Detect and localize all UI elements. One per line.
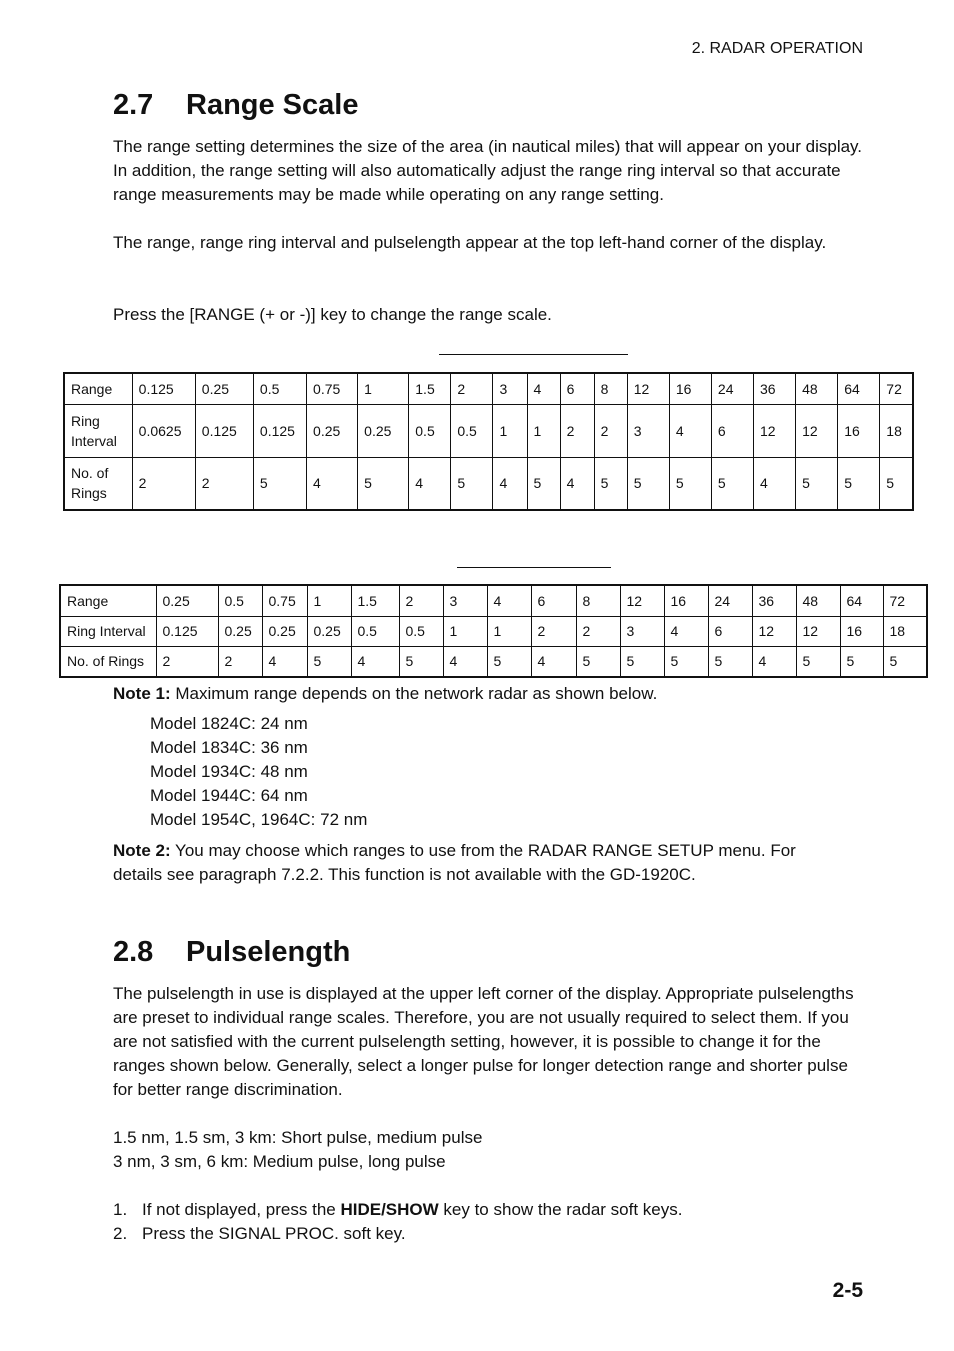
table-cell: 5	[669, 457, 711, 510]
row-label: No. of Rings	[60, 646, 156, 677]
table-cell: 5	[576, 646, 620, 677]
table-cell: 0.125	[156, 616, 218, 646]
table-cell: 36	[754, 373, 796, 404]
table-cell: 72	[880, 373, 913, 404]
table-cell: 5	[487, 646, 531, 677]
table-cell: 2	[195, 457, 253, 510]
table-cell: 3	[620, 616, 664, 646]
table-cell: 5	[840, 646, 883, 677]
table-cell: 3	[627, 404, 669, 457]
table-cell: 8	[576, 585, 620, 616]
table-cell: 5	[627, 457, 669, 510]
table-cell: 4	[307, 457, 358, 510]
step-text: key to show the radar soft keys.	[438, 1200, 683, 1219]
table-cell: 0.5	[399, 616, 443, 646]
step-key: HIDE/SHOW	[340, 1200, 439, 1219]
table-cell: 18	[880, 404, 913, 457]
table-cell: 6	[708, 616, 752, 646]
note-2-text: You may choose which ranges to use from the RADAR RANGE SETUP menu. For	[175, 841, 796, 860]
section-title: Pulselength	[186, 936, 351, 968]
note-2-label: Note 2:	[113, 841, 171, 860]
table-cell: 4	[443, 646, 487, 677]
table-cell: 4	[531, 646, 576, 677]
table-cell: 1	[358, 373, 409, 404]
row-label: Ring Interval	[60, 616, 156, 646]
table-cell: 4	[527, 373, 560, 404]
table-cell: 6	[531, 585, 576, 616]
range-table-1	[63, 372, 914, 511]
table-cell: 4	[560, 457, 594, 510]
running-header: 2. RADAR OPERATION	[691, 40, 863, 57]
table-cell: 5	[527, 457, 560, 510]
note-1-text: Maximum range depends on the network radar as shown below.	[175, 684, 658, 703]
page-number: 2-5	[832, 1279, 863, 1302]
step-item	[113, 1222, 682, 1246]
section-heading-range-scale	[113, 89, 358, 122]
table-cell: 8	[594, 373, 627, 404]
table-cell: 24	[708, 585, 752, 616]
table-cell: 0.5	[451, 404, 493, 457]
table-cell: 4	[493, 457, 527, 510]
table-cell: 12	[620, 585, 664, 616]
table-cell: 5	[594, 457, 627, 510]
table-cell: 1.5	[409, 373, 451, 404]
table-cell: 5	[880, 457, 913, 510]
table-cell: 0.0625	[132, 404, 195, 457]
step-number: 1.	[113, 1200, 128, 1219]
table-cell: 5	[796, 646, 840, 677]
step-item	[113, 1198, 682, 1222]
table-row	[60, 585, 927, 616]
table-cell: 1.5	[351, 585, 399, 616]
row-label: No. of Rings	[64, 457, 132, 510]
table-row	[60, 646, 927, 677]
pulse-line: 1.5 nm, 1.5 sm, 3 km: Short pulse, medium pulse	[113, 1128, 483, 1147]
list-item: Model 1824C: 24 nm	[150, 714, 308, 733]
table-cell: 1	[493, 404, 527, 457]
row-label: Ring Interval	[64, 404, 132, 457]
note-1	[113, 682, 657, 706]
table-cell: 64	[838, 373, 880, 404]
table-cell: 4	[262, 646, 307, 677]
table-cell: 2	[560, 404, 594, 457]
table-cell: 16	[664, 585, 708, 616]
note-1-label: Note 1:	[113, 684, 171, 703]
table-row	[64, 457, 913, 510]
row-label: Range	[60, 585, 156, 616]
table-cell: 1	[487, 616, 531, 646]
table-caption-rule	[439, 354, 628, 355]
table-cell: 0.125	[132, 373, 195, 404]
section-number: 2.7	[113, 89, 154, 121]
table-row	[64, 373, 913, 404]
table-cell: 12	[796, 404, 838, 457]
table-cell: 5	[711, 457, 753, 510]
step-text: If not displayed, press the	[142, 1200, 341, 1219]
paragraph: The range, range ring interval and pulselength appear at the top left-hand corner of the display.	[113, 233, 827, 252]
table-cell: 4	[752, 646, 796, 677]
table-cell: 0.25	[307, 616, 351, 646]
table-cell: 5	[664, 646, 708, 677]
list-item: Model 1934C: 48 nm	[150, 762, 308, 781]
table-cell: 12	[754, 404, 796, 457]
table-cell: 2	[451, 373, 493, 404]
table-cell: 36	[752, 585, 796, 616]
table-cell: 5	[253, 457, 306, 510]
table-cell: 1	[443, 616, 487, 646]
table-cell: 4	[351, 646, 399, 677]
table-cell: 0.5	[253, 373, 306, 404]
step-text: Press the SIGNAL PROC. soft key.	[142, 1224, 406, 1243]
table-row	[64, 404, 913, 457]
table-cell: 0.25	[156, 585, 218, 616]
table-cell: 0.125	[195, 404, 253, 457]
table-cell: 72	[883, 585, 927, 616]
list-item: Model 1834C: 36 nm	[150, 738, 308, 757]
note-2	[113, 839, 796, 863]
table-cell: 2	[132, 457, 195, 510]
section-heading-pulselength	[113, 936, 350, 969]
table-cell: 64	[840, 585, 883, 616]
table-cell: 12	[627, 373, 669, 404]
table-cell: 0.5	[409, 404, 451, 457]
table-cell: 0.25	[262, 616, 307, 646]
table-cell: 5	[838, 457, 880, 510]
table-cell: 48	[796, 585, 840, 616]
table-cell: 5	[796, 457, 838, 510]
table-cell: 0.25	[358, 404, 409, 457]
model-list	[150, 712, 367, 832]
table-cell: 0.25	[218, 616, 262, 646]
table-cell: 2	[156, 646, 218, 677]
table-cell: 3	[443, 585, 487, 616]
table-cell: 12	[796, 616, 840, 646]
list-item: Model 1954C, 1964C: 72 nm	[150, 810, 368, 829]
table-cell: 18	[883, 616, 927, 646]
table-caption-rule	[457, 567, 611, 568]
table-cell: 0.25	[195, 373, 253, 404]
table-cell: 5	[358, 457, 409, 510]
table-cell: 0.75	[307, 373, 358, 404]
step-number: 2.	[113, 1224, 128, 1243]
table-cell: 2	[399, 585, 443, 616]
table-cell: 16	[669, 373, 711, 404]
table-cell: 4	[487, 585, 531, 616]
table-cell: 2	[594, 404, 627, 457]
table-cell: 16	[840, 616, 883, 646]
table-cell: 0.5	[218, 585, 262, 616]
table-cell: 0.75	[262, 585, 307, 616]
table-cell: 5	[399, 646, 443, 677]
table-cell: 48	[796, 373, 838, 404]
note-2-continued: details see paragraph 7.2.2. This function is not available with the GD-1920C.	[113, 865, 696, 884]
table-cell: 5	[708, 646, 752, 677]
paragraph: The pulselength in use is displayed at the upper left corner of the display. Appropriate pulselengths are preset to individual range scales. Therefore, you are not usually required to select them. If you are not satisfied with the current pulselength setting, however, it is possible to change it for the ranges shown below. Generally, select a longer pulse for longer detection range and shorter pulse for better range discrimination.	[113, 984, 854, 1099]
table-cell: 12	[752, 616, 796, 646]
table-cell: 4	[754, 457, 796, 510]
table-cell: 16	[838, 404, 880, 457]
section-title: Range Scale	[186, 89, 359, 121]
table-cell: 5	[620, 646, 664, 677]
paragraph: Press the [RANGE (+ or -)] key to change the range scale.	[113, 305, 552, 324]
table-cell: 2	[531, 616, 576, 646]
table-cell: 24	[711, 373, 753, 404]
table-cell: 5	[307, 646, 351, 677]
row-label: Range	[64, 373, 132, 404]
section-number: 2.8	[113, 936, 154, 968]
steps-list	[113, 1198, 682, 1246]
range-table-2	[59, 584, 928, 678]
paragraph: The range setting determines the size of the area (in nautical miles) that will appear on your display. In addition, the range setting will also automatically adjust the range ring interval so that accurate range measurements may be made while operating on any range setting.	[113, 137, 863, 204]
table-cell: 0.125	[253, 404, 306, 457]
table-cell: 0.5	[351, 616, 399, 646]
table-cell: 5	[451, 457, 493, 510]
table-cell: 4	[409, 457, 451, 510]
table-cell: 5	[883, 646, 927, 677]
table-cell: 2	[576, 616, 620, 646]
list-item: Model 1944C: 64 nm	[150, 786, 308, 805]
table-cell: 2	[218, 646, 262, 677]
table-cell: 6	[560, 373, 594, 404]
table-cell: 0.25	[307, 404, 358, 457]
pulse-line: 3 nm, 3 sm, 6 km: Medium pulse, long pulse	[113, 1152, 446, 1171]
table-cell: 4	[664, 616, 708, 646]
table-cell: 6	[711, 404, 753, 457]
table-cell: 1	[307, 585, 351, 616]
table-row	[60, 616, 927, 646]
table-cell: 3	[493, 373, 527, 404]
table-cell: 1	[527, 404, 560, 457]
table-cell: 4	[669, 404, 711, 457]
